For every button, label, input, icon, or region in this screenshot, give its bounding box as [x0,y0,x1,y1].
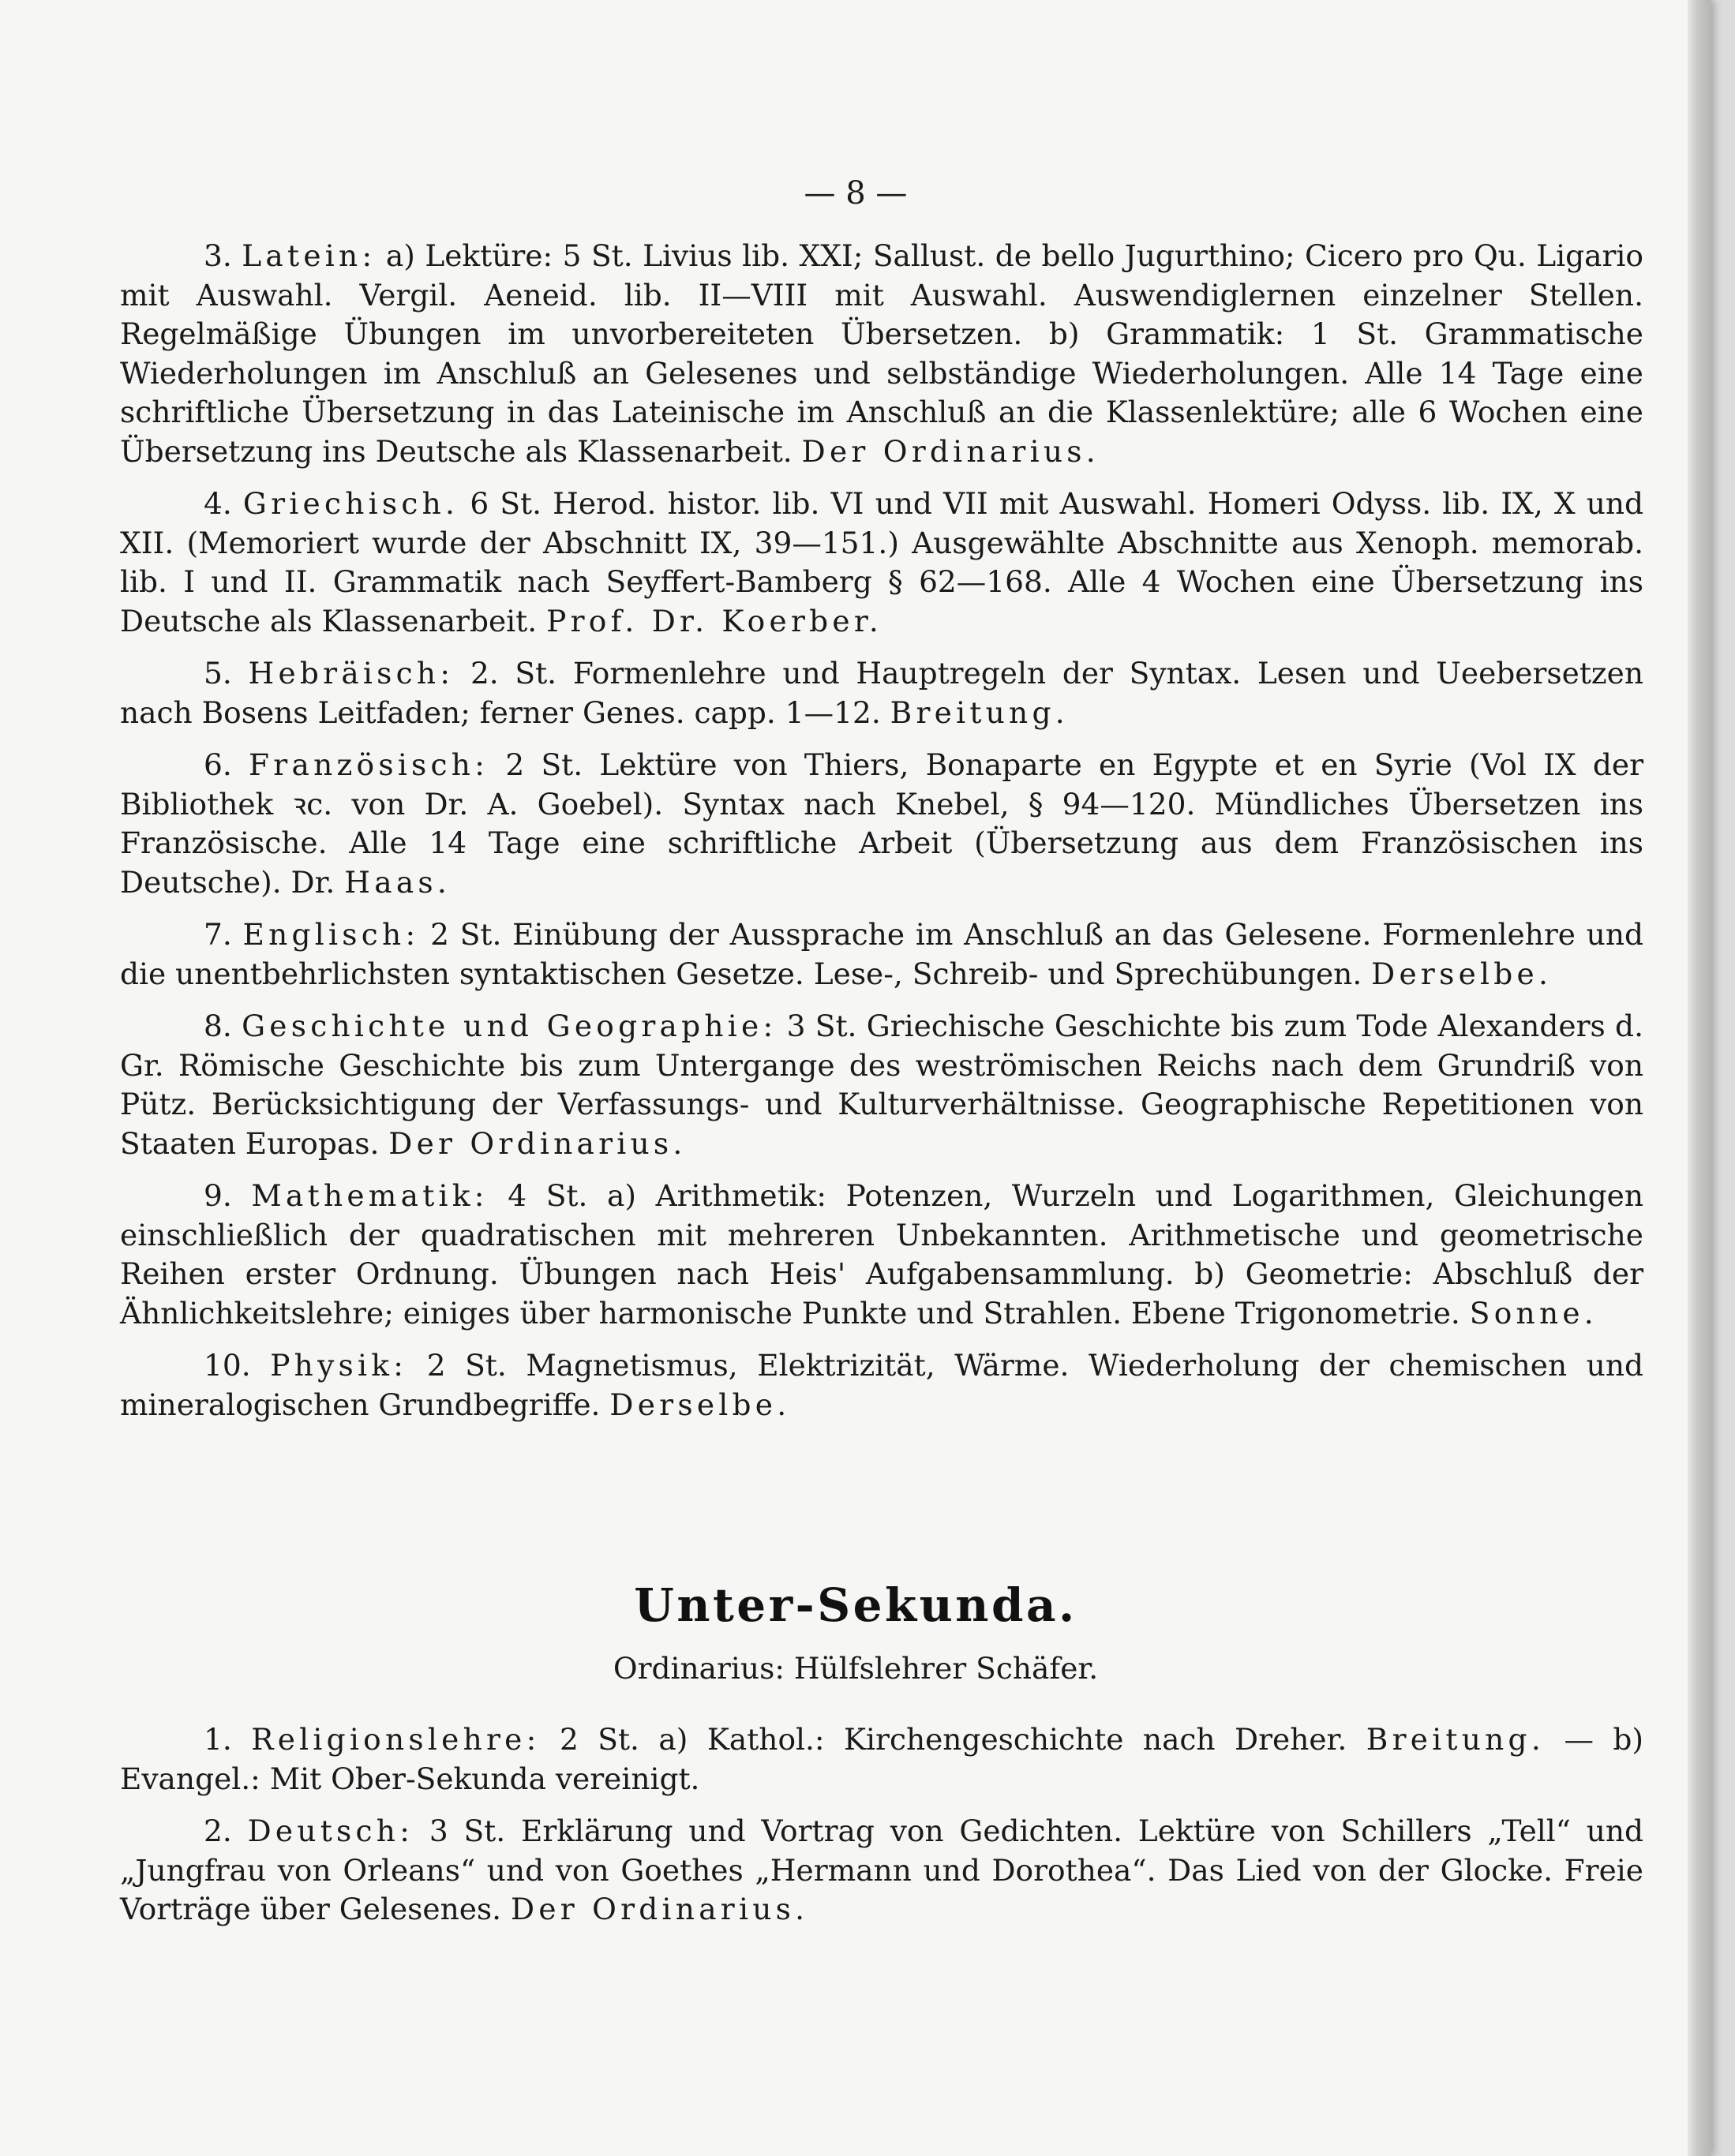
subject-title: Deutsch: [247,1814,414,1848]
section-hebraeisch: 5. Hebräisch: 2. St. Formenlehre und Hauptregeln der Syntax. Lesen und Ueebersetzen nach Bosens Leitfaden; ferner Genes. capp. 1—12. Breitung. [120,656,1644,730]
teacher-name: Derselbe. [1371,956,1553,991]
subject-title: Englisch: [242,917,420,952]
teacher-name: Haas. [344,864,452,900]
section-deutsch: 2. Deutsch: 3 St. Erklärung und Vortrag von Gedichten. Lektüre von Schillers „Tell“ und „Jungfrau von Orleans“ und von Goethes „Hermann und Dorothea“. Das Lied von der Glocke. Freie Vorträge über Gelesenes. Der Ordinarius. [120,1814,1644,1926]
subject-title: Latein: [242,238,377,273]
teacher-name: Der Ordinarius. [511,1892,809,1926]
page-edge-shadow [1688,0,1711,2156]
subject-title: Griechisch. [242,486,459,521]
class-heading: Unter-Sekunda. [634,1578,1077,1632]
subject-title: Hebräisch: [248,656,455,691]
subject-title: Mathematik: [251,1178,489,1213]
subject-title: Geschichte und Geographie: [242,1009,778,1043]
section-franzoesisch: 6. Französisch: 2 St. Lektüre von Thiers, Bonaparte en Egypte et en Syrie (Vol IX der Bibliothek ꝛc. von Dr. A. Goebel). Syntax nach Knebel, § 94—120. Mündliches Übersetzen ins Französische. Alle 14 Tage eine schriftliche Arbeit (Übersetzung aus dem Französischen ins Deutsche). Dr. Haas. [120,747,1644,900]
teacher-name: Sonne. [1469,1295,1598,1331]
subject-title: Religionslehre: [251,1722,541,1757]
page-number: — 8 — [804,175,908,211]
section-englisch: 7. Englisch: 2 St. Einübung der Aussprache im Anschluß an das Gelesene. Formenlehre und die unentbehrlichsten syntaktischen Gesetze. Lese-, Schreib- und Sprechübungen. Derselbe. [120,917,1643,991]
teacher-name: Breitung. [1366,1722,1545,1757]
subject-title: Französisch: [249,747,489,782]
section-physik: 10. Physik: 2 St. Magnetismus, Elektrizität, Wärme. Wiederholung der chemischen und mineralogischen Grundbegriffe. Derselbe. [120,1348,1643,1422]
section-griechisch: 4. Griechisch. 6 St. Herod. histor. lib. VI und VII mit Auswahl. Homeri Odyss. lib. IX, X und XII. (Memoriert wurde der Abschnitt IX, 39—151.) Ausgewählte Abschnitte aus Xenoph. memorab. lib. I und II. Grammatik nach Seyffert-Bamberg § 62—168. Alle 4 Wochen eine Übersetzung ins Deutsche als Klassenarbeit. Prof. Dr. Koerber. [120,486,1644,638]
subject-title: Physik: [270,1348,408,1383]
section-geschichte-geographie: 8. Geschichte und Geographie: 3 St. Griechische Geschichte bis zum Tode Alexanders d. Gr. Römische Geschichte bis zum Untergange des weströmischen Reichs nach dem Grundriß von Pütz. Berücksichtigung der Verfassungs- und Kulturverhältnisse. Geographische Repetitionen von Staaten Europas. Der Ordinarius. [120,1009,1643,1161]
class-ordinarius: Ordinarius: Hülfslehrer Schäfer. [613,1651,1099,1686]
upper-section-list [120,237,1643,1438]
teacher-name: Breitung. [890,694,1069,730]
teacher-name: Der Ordinarius. [388,1125,687,1161]
section-religionslehre: 1. Religionslehre: 2 St. a) Kathol.: Kirchengeschichte nach Dreher. Breitung. — b) Evangel.: Mit Ober-Sekunda vereinigt. [120,1722,1644,1796]
lower-section-list [120,1720,1643,1943]
teacher-name: Der Ordinarius. [801,433,1100,469]
teacher-name: Prof. Dr. Koerber. [546,603,883,638]
teacher-name: Derselbe. [609,1387,791,1422]
section-latein: 3. Latein: a) Lektüre: 5 St. Livius lib. XXI; Sallust. de bello Jugurthino; Cicero pro Qu. Ligario mit Auswahl. Vergil. Aeneid. lib. II—VIII mit Auswahl. Auswendiglernen einzelner Stellen. Regelmäßige Übungen im unvorbereiteten Übersetzen. b) Grammatik: 1 St. Grammatische Wiederholungen im Anschluß an Gelesenes und selbständige Wiederholungen. Alle 14 Tage eine schriftliche Übersetzung in das Lateinische im Anschluß an die Klassenlektüre; alle 6 Wochen eine Übersetzung ins Deutsche als Klassenarbeit. Der Ordinarius. [120,238,1644,469]
section-mathematik: 9. Mathematik: 4 St. a) Arithmetik: Potenzen, Wurzeln und Logarithmen, Gleichungen einschließlich der quadratischen mit mehreren Unbekannten. Arithmetische und geometrische Reihen erster Ordnung. Übungen nach Heis' Aufgabensammlung. b) Geometrie: Abschluß der Ähnlichkeitslehre; einiges über harmonische Punkte und Strahlen. Ebene Trigonometrie. Sonne. [120,1178,1643,1331]
